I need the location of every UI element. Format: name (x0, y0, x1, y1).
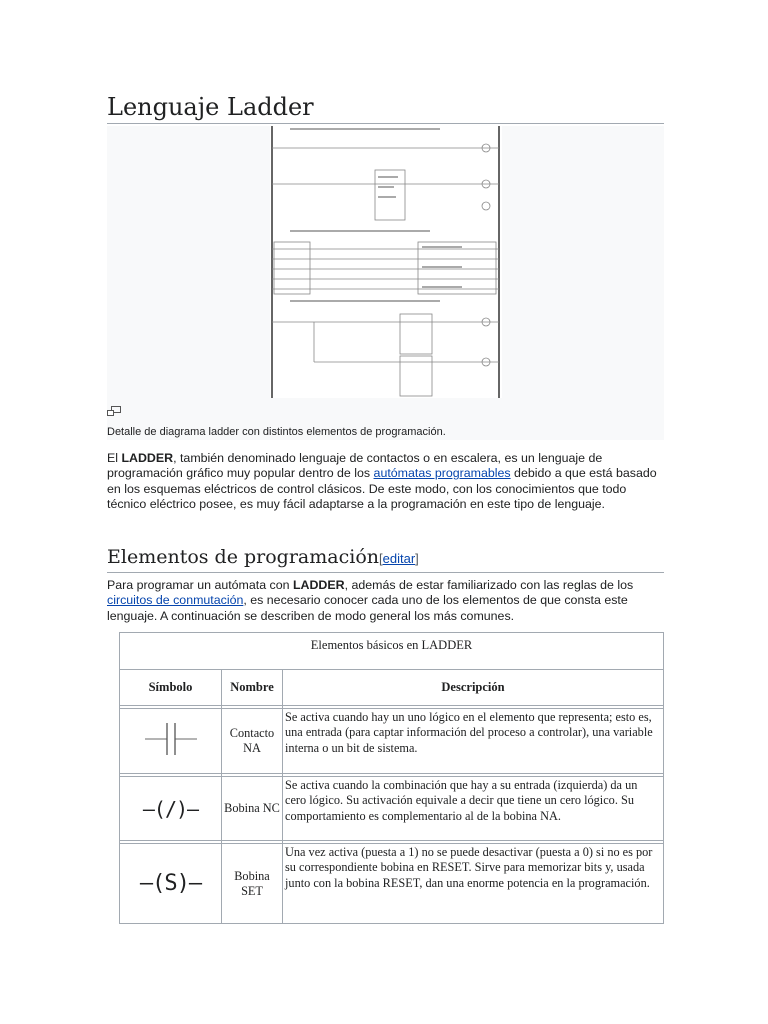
name-cell: Contacto NA (222, 709, 283, 774)
header-simbolo: Símbolo (120, 670, 222, 706)
elements-table (119, 632, 664, 924)
description-cell: Se activa cuando la combinación que hay a su entrada (izquierda) da un cero lógico. Su activación equivale a decir que tiene un cero lógico. Su comportamiento es complementario al de la bobina NA. (283, 777, 664, 841)
symbol-cell (120, 709, 222, 774)
circuitos-conmutacion-link[interactable]: circuitos de conmutación (107, 593, 244, 608)
description-cell: Una vez activa (puesta a 1) no se puede desactivar (puesta a 0) si no es por su correspondiente bobina en RESET. Sirve para memorizar bits y, usada junto con la bobina RESET, dan una enorme potencia en la programación. (283, 844, 664, 924)
ladder-term: LADDER (292, 578, 345, 592)
header-descripcion: Descripción (283, 670, 664, 706)
figure-caption: Detalle de diagrama ladder con distintos elementos de programación. (107, 426, 446, 438)
description-cell: Se activa cuando hay un uno lógico en el elemento que representa; esto es, una entrada (para captar información del proceso a controlar), una variable interna o un bit de sistema. (283, 709, 664, 774)
intro-paragraph: El LADDER, también denominado lenguaje de contactos o en escalera, es un lenguaje de programación gráfico muy popular dentro de los autómatas programables debido a que está basado en los esquemas eléctricos de control clásicos. De este modo, con los conocimientos que todo técnico eléctrico posee, es muy fácil adaptarse a la programación en este tipo de lenguaje. (107, 451, 657, 511)
name-cell: Bobina SET (222, 844, 283, 924)
table-row (120, 777, 664, 841)
ladder-term: LADDER (121, 451, 174, 465)
header-nombre: Nombre (222, 670, 283, 706)
automatas-programables-link[interactable]: autómatas programables (373, 466, 511, 481)
symbol-cell (120, 844, 222, 924)
symbol-cell (120, 777, 222, 841)
table-row (120, 709, 664, 774)
section-paragraph: Para programar un autómata con LADDER, además de estar familiarizado con las reglas de los circuitos de conmutación, es necesario conocer cada uno de los elementos de que consta este lenguaje. A continuación se describen de modo general los más comunes. (107, 578, 634, 623)
contacto-na-symbol-icon (141, 721, 201, 757)
page-title: Lenguaje Ladder (107, 92, 664, 124)
name-cell: Bobina NC (222, 777, 283, 841)
figure-thumbnail (107, 126, 664, 440)
magnify-icon[interactable] (107, 406, 121, 416)
table-header-row (120, 670, 664, 706)
ladder-diagram-image[interactable] (270, 126, 502, 398)
section-title: Elementos de programación[editar] (107, 545, 664, 573)
table-row (120, 844, 664, 924)
table-caption: Elementos básicos en LADDER (119, 632, 664, 669)
edit-section-link[interactable]: editar (382, 551, 416, 566)
bobina-nc-symbol-icon: —(/)— (142, 796, 199, 821)
bobina-set-symbol-icon: —(S)— (139, 871, 202, 896)
